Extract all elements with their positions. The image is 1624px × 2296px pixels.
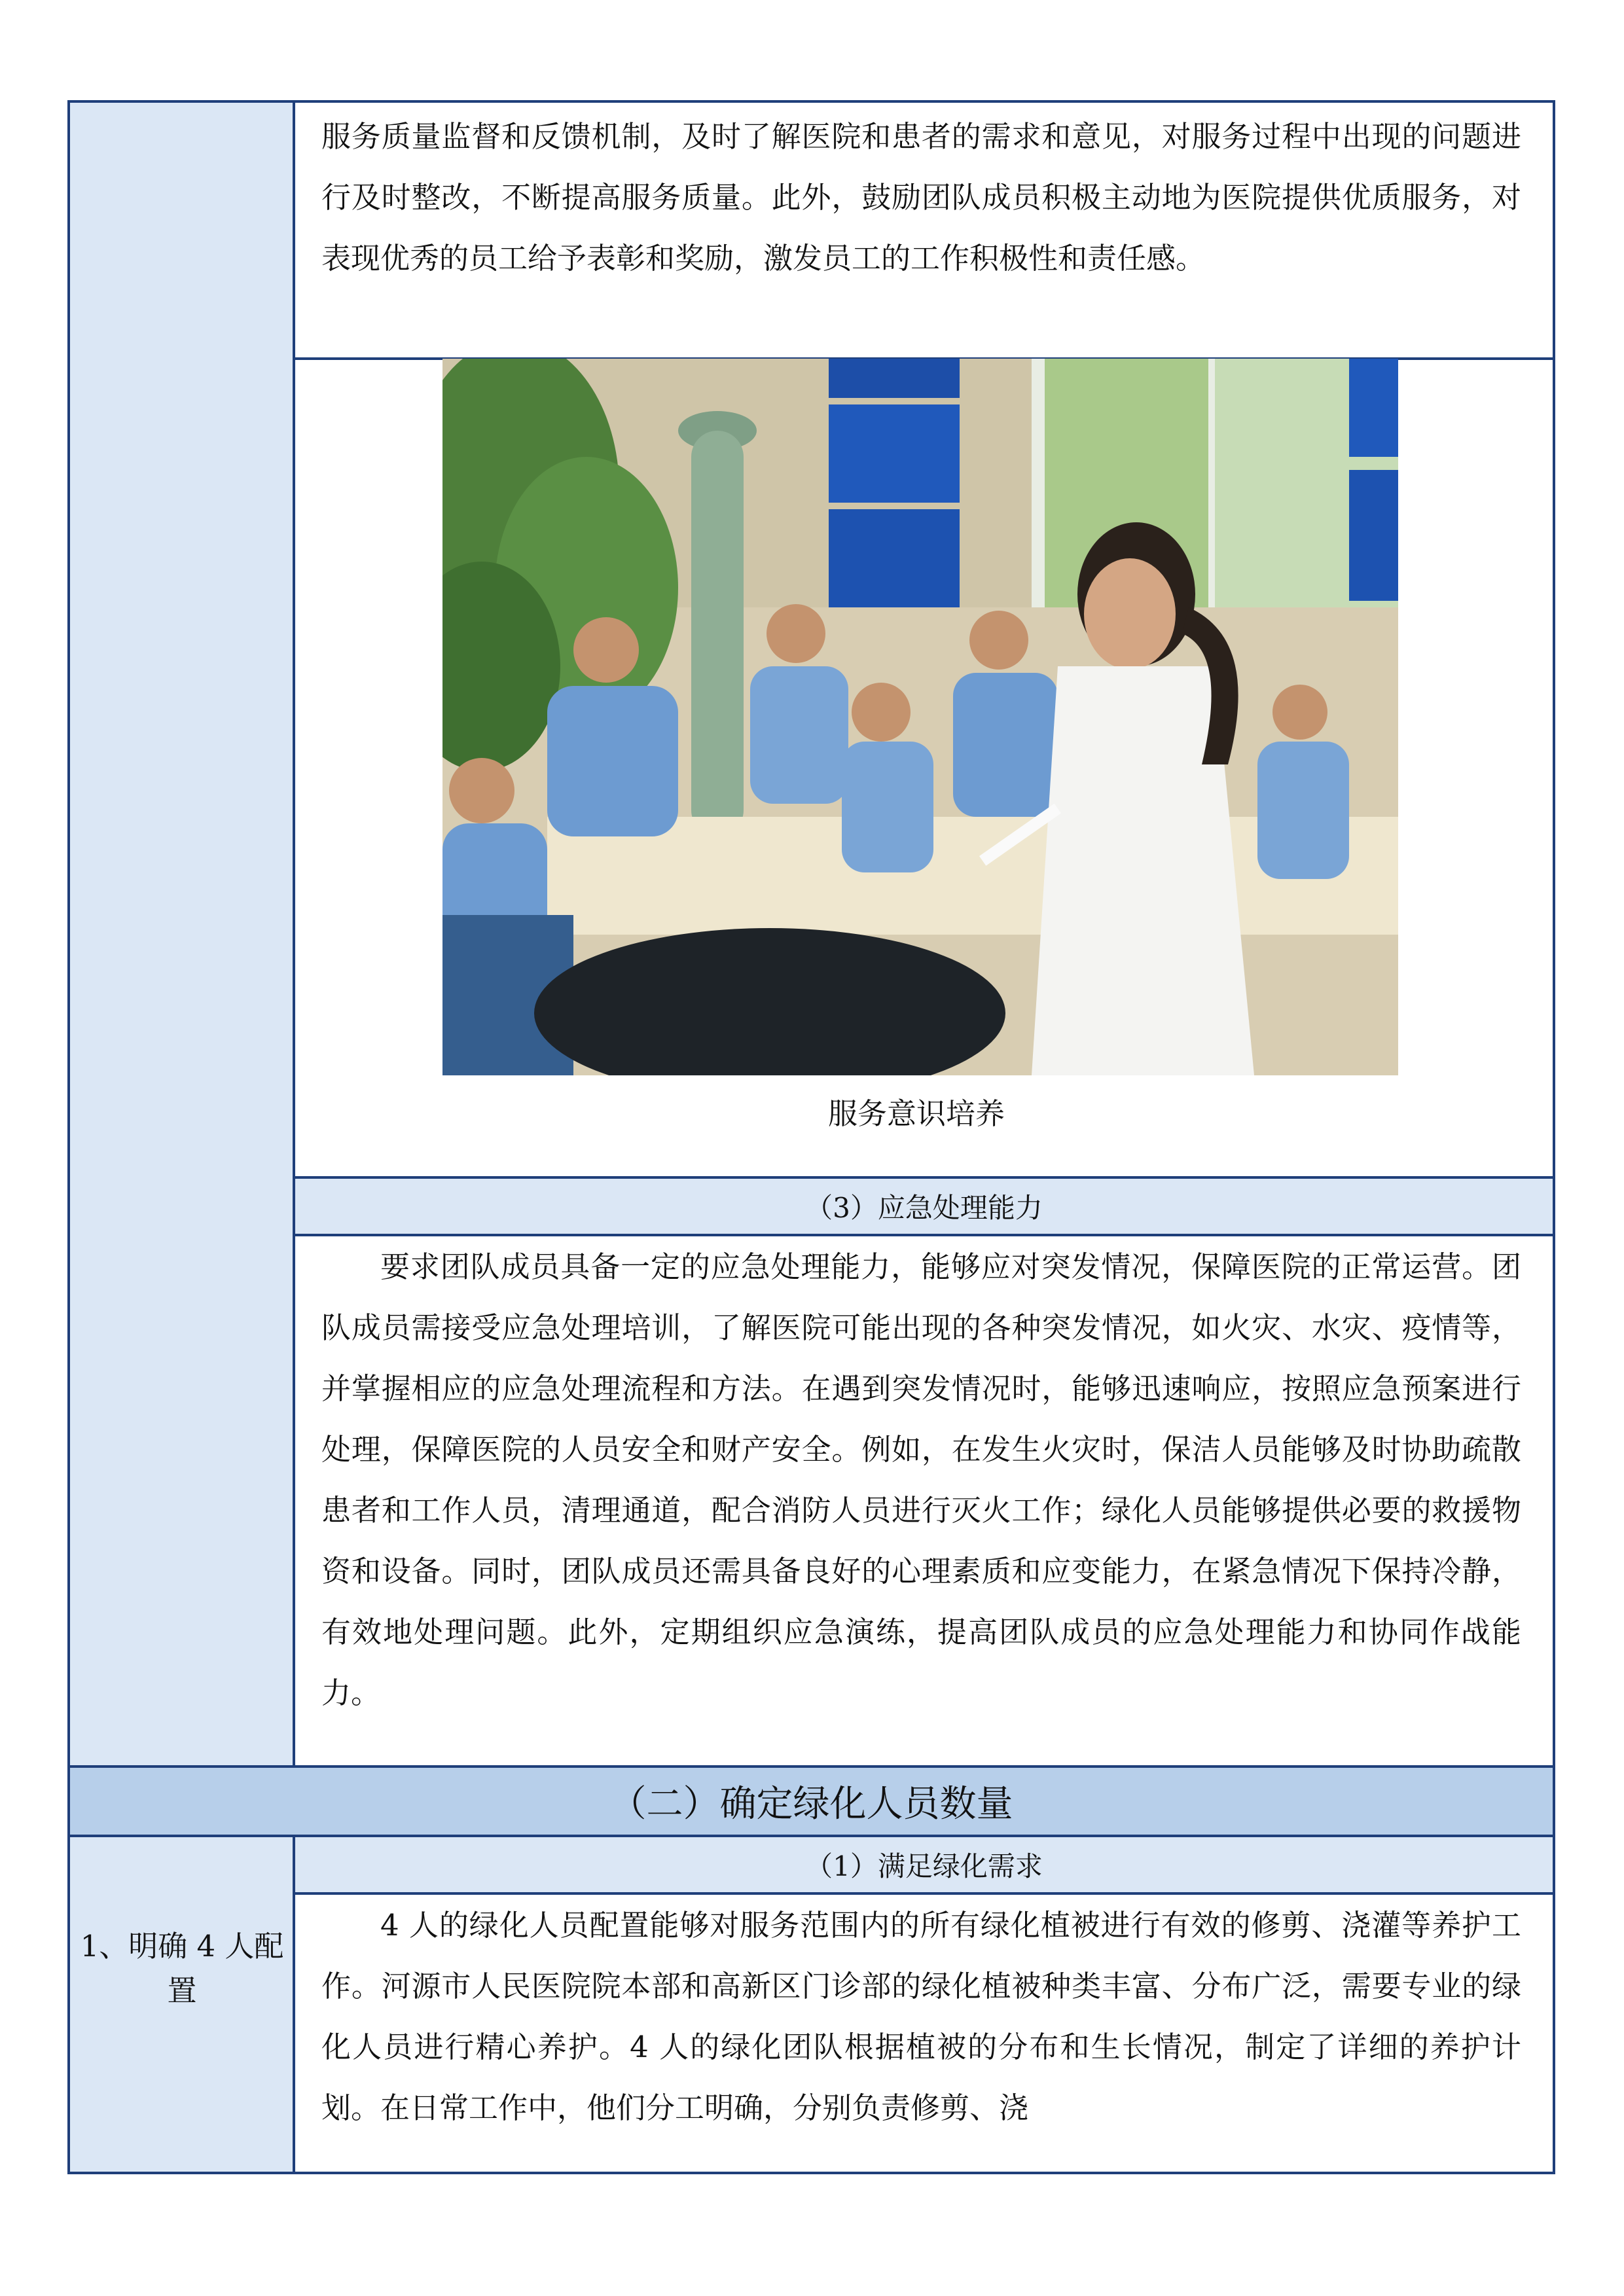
- heading-greening-demand: [293, 1835, 1555, 1895]
- text-cell-emergency: [293, 1234, 1555, 1768]
- section-title: （二）确定绿化人员数量: [609, 1783, 1013, 1825]
- section-band-greening-staff: [67, 1765, 1555, 1837]
- photo-caption: 服务意识培养: [827, 1096, 1005, 1131]
- text-cell-service-quality: [293, 100, 1555, 360]
- training-photo-image: [442, 359, 1398, 1075]
- paragraph-service-quality: 服务质量监督和反馈机制，及时了解医院和患者的需求和意见，对服务过程中出现的问题进行及时整改，不断提高服务质量。此外，鼓励团队成员积极主动地为医院提供优质服务，对表现优秀的员工给予表彰和奖励，激发员工的工作积极性和责任感。: [321, 119, 1521, 276]
- row-label-four-person: 1、明确 4 人配置: [80, 1929, 284, 2008]
- paragraph-greening: 4 人的绿化人员配置能够对服务范围内的所有绿化植被进行有效的修剪、浇灌等养护工作。河源市人民医院院本部和高新区门诊部的绿化植被种类丰富、分布广泛，需要专业的绿化人员进行精心养护。4 人的绿化团队根据植被的分布和生长情况，制定了详细的养护计划。在日常工作中，他们分工明确，分别负责修剪、浇: [321, 1908, 1521, 2125]
- heading-greening-demand-text: （1）满足绿化需求: [805, 1850, 1043, 1882]
- heading-emergency-text: （3）应急处理能力: [805, 1192, 1043, 1224]
- paragraph-emergency: 要求团队成员具备一定的应急处理能力，能够应对突发情况，保障医院的正常运营。团队成员需接受应急处理培训，了解医院可能出现的各种突发情况，如火灾、水灾、疫情等，并掌握相应的应急处理流程和方法。在遇到突发情况时，能够迅速响应，按照应急预案进行处理，保障医院的人员安全和财产安全。例如，在发生火灾时，保洁人员能够及时协助疏散患者和工作人员，清理通道，配合消防人员进行灭火工作；绿化人员能够提供必要的救援物资和设备。同时，团队成员还需具备良好的心理素质和应变能力，在紧急情况下保持冷静，有效地处理问题。此外，定期组织应急演练，提高团队成员的应急处理能力和协同作战能力。: [321, 1249, 1521, 1710]
- text-cell-greening: [293, 1892, 1555, 2174]
- heading-emergency: [293, 1176, 1555, 1236]
- training-photo: [442, 359, 1398, 1075]
- left-column-upper: [67, 100, 295, 1768]
